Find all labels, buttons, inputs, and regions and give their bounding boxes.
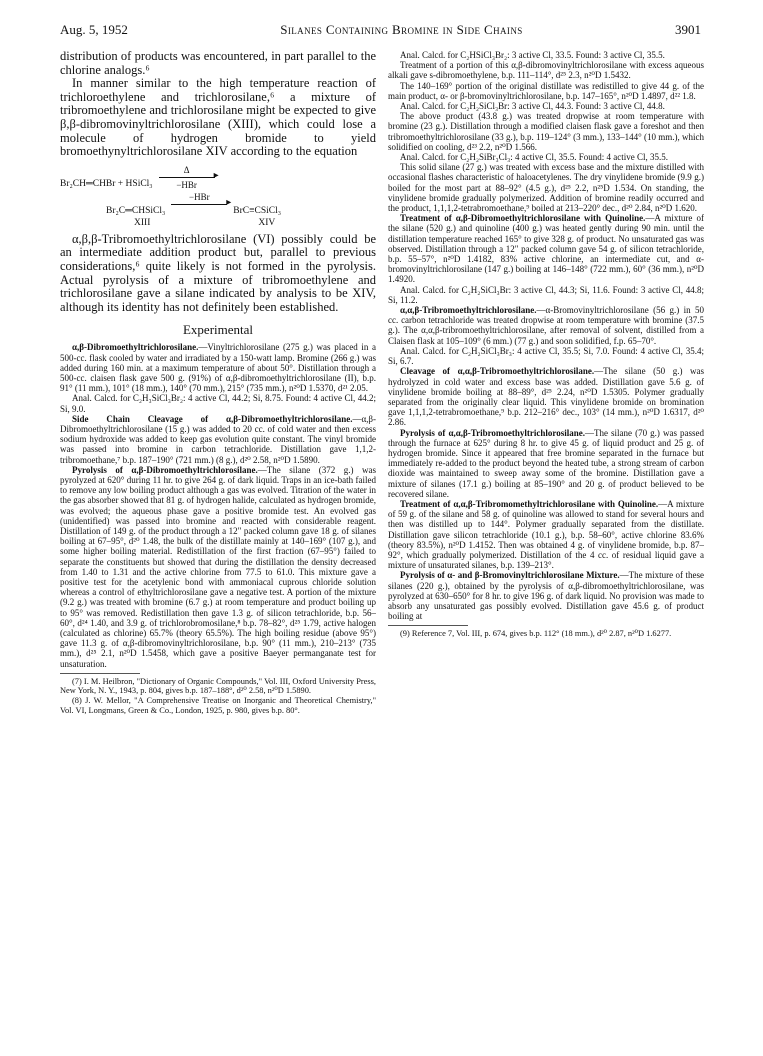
reaction-equation	[60, 165, 376, 229]
arrow-label-bottom: −HBr	[176, 179, 197, 190]
experiment-paragraph: α,α,β-Tribromoethyltrichlorosilane.—α-Bromovinyltrichlorosilane (56 g.) in 50 cc. carbon tetrachloride was treated dropwise at room temperature with bromine (37.5 g.). The α,α,β-tribromoethyltrichlorosilane, after removal of solvent, distilled from a Claisen flask at 105–109° (6 mm.) (77 g.) and soon solidified, f.p. 65–70°.	[388, 305, 704, 346]
analysis-paragraph: Anal. Calcd. for C₂H₂SiBr₃Cl₃: 4 active Cl, 35.5. Found: 4 active Cl, 35.5.	[400, 152, 669, 163]
run-in-title: Treatment of α,α,β-Tribromomethyltrichlorosilane with Quinoline.	[400, 498, 659, 509]
analysis-paragraph: Anal. Calcd. for C₂H₂SiCl₃Br₃: 4 active Cl, 35.5; Si, 7.0. Found: 4 active Cl, 35.4; Si, 6.7.	[388, 345, 704, 367]
compound-label-xiii: XIII	[134, 217, 151, 228]
run-in-title: Side Chain Cleavage of α,β-Dibromoethyltrichlorosilane.	[72, 413, 353, 424]
equation-product: BrC≡CSiCl₃	[233, 205, 282, 216]
footnote: (7) I. M. Heilbron, "Dictionary of Organic Compounds," Vol. III, Oxford University Press, New York, N. Y., 1943, p. 804, gives b.p. 187–188°, d²⁰ 2.58, n²⁰D 1.5890.	[60, 676, 376, 696]
header-date: Aug. 5, 1952	[60, 22, 128, 37]
run-in-title: Pyrolysis of α,β-Dibromoethyltrichlorosilane.	[72, 464, 258, 475]
experiment-paragraph: Cleavage of α,α,β-Tribromoethyltrichlorosilane.—The silane (50 g.) was hydrolyzed in cold water and excess base was added. Distillation gave 5.6 g. of vinylidene bromide boiling at 88–89°, d²⁵ 2.24, n²⁰D 1.5305. Polymer gradually separated from the originally clear liquid. This vinylidene bromide on bromination gave 1,1,1,2-tetrabromoethane,⁹ b.p. 212–216° dec., 103° (14 mm.), n²⁰D 1.6317, d²⁰ 2.86.	[388, 366, 704, 428]
paragraph: In manner similar to the high temperature reaction of trichloroethylene and trichlorosilane,⁶ a mixture of tribromoethylene and trichlorosilane might be expected to give β,β-dibromovinyltrichlorosilane (XIII), which could lose a molecule of hydrogen bromide to yield bromoethynyltrichlorosilane XIV according to the equation	[60, 76, 376, 159]
run-in-title: α,β-Dibromoethyltrichlorosilane.	[72, 342, 199, 353]
run-in-title: Cleavage of α,α,β-Tribromoethyltrichlorosilane.	[400, 366, 595, 377]
analysis-paragraph: Anal. Calcd. for C₂H₂SiCl₃Br: 3 active Cl, 44.3. Found: 3 active Cl, 44.8.	[400, 101, 665, 112]
reaction-arrow	[159, 165, 215, 190]
run-in-title: Pyrolysis of α,α,β-Tribromoethyltrichlorosilane.	[400, 427, 585, 438]
experiment-paragraph: Side Chain Cleavage of α,β-Dibromoethyltrichlorosilane.—α,β-Dibromoethyltrichlorosilane (15 g.) was added to 20 cc. of cold water and then excess sodium hydroxide was added to keep gas evolution quite constant. The vinyl bromide was passed into bromine in carbon tetrachloride. Distillation gave 1,1,2-tribromoethane,⁷ b.p. 187–190° (721 mm.) (8 g.), d²⁰ 2.58, n²⁰D 1.5890.	[60, 413, 376, 465]
analysis-paragraph: Anal. Calcd. for C₂HSiCl₃Br₂: 3 active Cl, 33.5. Found: 3 active Cl, 35.5.	[400, 50, 665, 60]
page-number: 3901	[675, 22, 701, 37]
experiment-paragraph: Treatment of a portion of this α,β-dibromovinyltrichlorosilane with excess aqueous alkali gave s-dibromoethylene, b.p. 111–114°, d²⁵ 2.3, n²⁰D 1.5432.	[388, 60, 704, 81]
footnote-divider	[60, 673, 140, 674]
run-in-title: Pyrolysis of α- and β-Bromovinyltrichlorosilane Mixture.	[400, 570, 620, 581]
footnote: (9) Reference 7, Vol. III, p. 674, gives b.p. 112° (18 mm.), d²⁰ 2.87, n²⁰D 1.6277.	[400, 629, 672, 639]
arrow-icon	[159, 177, 215, 178]
compound-label-xiv: XIV	[258, 217, 276, 228]
running-header	[60, 22, 701, 38]
experiment-paragraph: Pyrolysis of α- and β-Bromovinyltrichlorosilane Mixture.—The mixture of these silanes (220 g.), obtained by the pyrolysis of α,β-dibromoethyltrichlorosilane, was pyrolyzed at 630–650° for 8 hr. to give 196 g. of dark liquid. No provision was made to absorb any unsaturated gas possibly evolved. Distillation gave 45.6 g. of product boiling at	[388, 570, 704, 622]
arrow-icon	[171, 204, 227, 205]
right-column	[388, 50, 704, 639]
experiment-paragraph: This solid silane (27 g.) was treated with excess base and the mixture distilled with occasional flashes characteristic of haloacetylenes. The dry vinylidene bromide (9.9 g.) boiled for the most part at 88–92° (4.5 g.), d²⁵ 2.2, n²⁵D 1.534. On standing, the vinylidene bromide gradually polymerized. Addition of bromine readily occurred and the product, 1,1,1,2-tetrabromoethane,⁹ boiled at 213–220° dec., d²⁰ 2.84, n²⁰D 1.620.	[388, 162, 704, 214]
header-title: Silanes Containing Bromine in Side Chains	[280, 22, 523, 37]
experiment-paragraph: Pyrolysis of α,α,β-Tribromoethyltrichlorosilane.—The silane (70 g.) was passed through the furnace at 625° during 8 hr. to give 45 g. of liquid product and 25 g. of hydrogen bromide. Since it appeared that free bromine separated in the furnace but immediately re-added to the product beyond the heated tube, a strong stream of carbon dioxide was maintained to sweep away some of the bromine. Distillation gave a mixture of silanes (17.1 g.) boiling at 85–190° and 20 g. of product believed to be recovered silane.	[388, 427, 704, 499]
paragraph: distribution of products was encountered, in part parallel to the chlorine analogs.⁶	[60, 50, 376, 77]
run-in-title: Treatment of α,β-Dibromoethyltrichlorosilane with Quinoline.	[400, 213, 646, 224]
run-in-title: α,α,β-Tribromoethyltrichlorosilane.	[400, 305, 537, 316]
experiment-paragraph: Pyrolysis of α,β-Dibromoethyltrichlorosilane.—The silane (372 g.) was pyrolyzed at 620° during 11 hr. to give 264 g. of dark liquid. Traps in an ice-bath failed to remove any low boiling product although a gas was evolved. Titration of the water in the gas absorber showed that 81 g. of hydrogen halide, calculated as hydrogen bromide, was evolved; the aqueous phase gave a positive bromide test. An evolved gas (unidentified) was passed into bromine and reacted with considerable reagent. Distillation of 149 g. of the product through a 12" packed column gave 18 g. of silanes boiling at 67–95°, d²⁰ 1.48, the bulk of the distillate mainly at 140–169° (107 g.), and some higher boiling material. Redistillation of the first fraction (67–95°) failed to separate the constituents but showed that during the distillation the density decreased from 1.40 to 1.31 and the active chlorine from 77.5 to 61.0. This mixture gave a positive test for the acetylenic bond with ammoniacal cuprous chloride solution whereas a control of ethyltrichlorosilane gave a negative test. A portion of the mixture (9.2 g.) was treated with bromine (6.7 g.) at room temperature and product boiling up to 95° was removed. Redistillation then gave 1.3 g. of silicon tetrachloride, b.p. 56–60°, d²⁴ 1.40, and 3.9 g. of trichlorobromosilane,⁸ b.p. 78–82°, d²⁵ 1.79, active halogen (calculated as chlorine) 65.7% (theory 65.5%). The high boiling residue (above 95°) gave 11.3 g. of α,β-dibromovinyltrichlorosilane, b.p. 90° (11 mm.), 210–213° (735 mm.), d²⁵ 2.1, n²⁰D 1.5458, which gave a positive Baeyer permanganate test for unsaturation.	[60, 464, 376, 669]
reaction-arrow	[171, 192, 227, 217]
section-heading: Experimental	[182, 322, 254, 338]
arrow-label-top: Δ	[183, 164, 190, 175]
analysis-paragraph: Anal. Calcd. for C₂H₂SiCl₃Br: 3 active Cl, 44.3; Si, 11.6. Found: 3 active Cl, 44.8; Si, 11.2.	[388, 284, 704, 305]
arrow-label-top: −HBr	[189, 191, 210, 202]
left-column	[60, 50, 376, 715]
experiment-paragraph: Treatment of α,β-Dibromoethyltrichlorosilane with Quinoline.—A mixture of the silane (520 g.) and quinoline (400 g.) was heated gently during 90 min. until the distillation temperature reached 165° to give 328 g. of product. No unsaturated gas was observed. Distillation through a 12" packed column gave 54 g. of silicon tetrachloride, b.p. 55–57°, n²⁰D 1.4182, 83% active chlorine, an intermediate cut, and α-bromovinyltrichlorosilane (147 g.) boiling at 146–148° (722 mm.), 60° (36 mm.), n²⁰D 1.4920.	[388, 213, 704, 285]
footnote-divider	[388, 625, 468, 626]
equation-intermediate: Br₂C═CHSiCl₃	[106, 205, 166, 216]
paragraph: α,β,β-Tribromoethyltrichlorosilane (VI) possibly could be an intermediate addition product but, parallel to previous considerations,⁶ quite likely is not formed in the pyrolysis. Actual pyrolysis of a mixture of tribromoethylene and trichlorosilane gave a silane indicated by analysis to be XIV, although its identity has not definitely been established.	[60, 231, 376, 314]
experiment-paragraph: The above product (43.8 g.) was treated dropwise at room temperature with bromine (23 g.). Distillation through a modified claisen flask gave a foreshot and then tribromoethyltrichlorosilane (33 g.), b.p. 119–124° (3 mm.), 133–144° (10 mm.), which solidified on cooling, d²³ 2.2, n²⁰D 1.566.	[388, 111, 704, 152]
experiment-paragraph: α,β-Dibromoethyltrichlorosilane.—Vinyltrichlorosilane (275 g.) was placed in a 500-cc. flask cooled by water and irradiated by a 150-watt lamp. Bromine (266 g.) was added during 160 min. at a maximum temperature of about 50°. Distillation through a 500-cc. claisen flask gave 500 g. (91%) of α,β-dibromoethyltrichlorosilane (II), b.p. 91° (11 mm.), 101° (18 mm.), 140° (70 mm.), 215° (735 mm.), n²⁰D 1.5370, d²¹ 2.05.	[60, 342, 376, 394]
experiment-paragraph: Treatment of α,α,β-Tribromomethyltrichlorosilane with Quinoline.—A mixture of 59 g. of the silane and 58 g. of quinoline was allowed to stand for several hours and then was distilled up to 144°. Polymer gradually separated from the distillate. Distillation gave silicon tetrachloride (10.1 g.), b.p. 58–60°, active chlorine 83.6% (theory 83.5%), n²⁰D 1.4152. Then was obtained 4 g. of vinylidene bromide, b.p. 87–92°, which gradually polymerized. Distillation of the 4 cc. of residual liquid gave a mixture of unsaturated silanes, b.p. 139–213°.	[388, 498, 704, 571]
experiment-paragraph: The 140–169° portion of the original distillate was redistilled to give 44 g. of the main product, α- or β-bromovinyltrichlorosilane, b.p. 147–165°, n²⁰D 1.4897, d²² 1.8.	[388, 80, 704, 101]
equation-reactants: Br₂CH═CHBr + HSiCl₃	[60, 178, 153, 189]
footnote: (8) J. W. Mellor, "A Comprehensive Treatise on Inorganic and Theoretical Chemistry," Vol. VI, Longmans, Green & Co., London, 1925, p. 980, gives b.p. 80°.	[60, 696, 376, 715]
analysis-paragraph: Anal. Calcd. for C₂H₃SiCl₃Br₂: 4 active Cl, 44.2; Si, 8.75. Found: 4 active Cl, 44.2; Si, 9.0.	[60, 393, 376, 414]
